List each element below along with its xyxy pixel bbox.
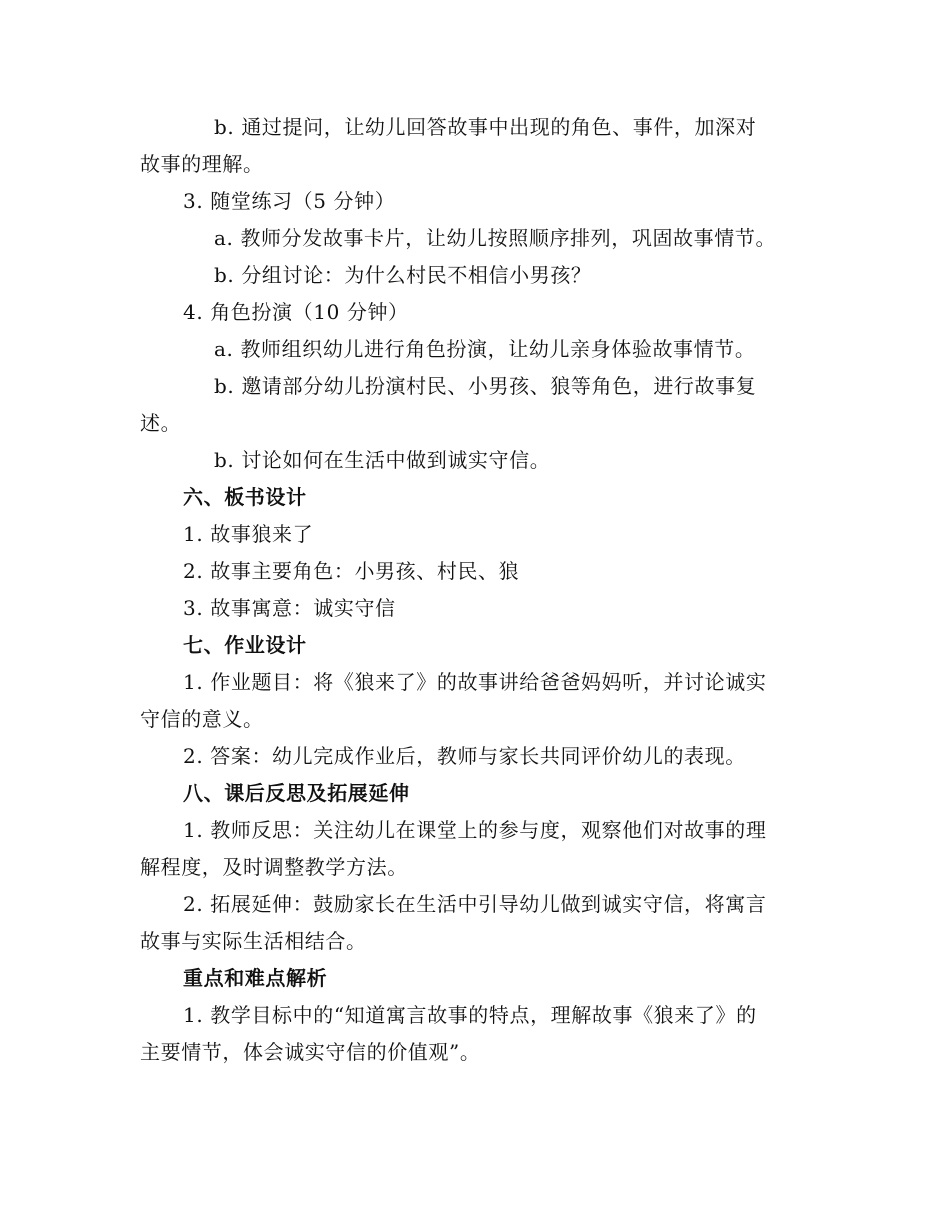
paragraph-line: 解程度，及时调整教学方法。 bbox=[140, 855, 408, 879]
paragraph-line: 主要情节，体会诚实守信的价值观”。 bbox=[140, 1040, 481, 1064]
list-item: 1. 作业题目：将《狼来了》的故事讲给爸爸妈妈听，并讨论诚实 bbox=[183, 670, 767, 694]
list-item: 2. 故事主要角色：小男孩、村民、狼 bbox=[183, 559, 520, 583]
list-item: 2. 答案：幼儿完成作业后，教师与家长共同评价幼儿的表现。 bbox=[183, 744, 746, 768]
list-item: 1. 教学目标中的“知道寓言故事的特点，理解故事《狼来了》的 bbox=[183, 1003, 757, 1027]
list-item: b. 邀请部分幼儿扮演村民、小男孩、狼等角色，进行故事复 bbox=[214, 374, 757, 398]
list-item: a. 教师组织幼儿进行角色扮演，让幼儿亲身体验故事情节。 bbox=[214, 337, 756, 361]
paragraph-line: 故事的理解。 bbox=[140, 152, 264, 176]
paragraph-line: 守信的意义。 bbox=[140, 707, 264, 731]
list-item: 4. 角色扮演（10 分钟） bbox=[183, 300, 409, 324]
section-heading: 六、板书设计 bbox=[183, 485, 307, 509]
list-item: b. 分组讨论：为什么村民不相信小男孩？ bbox=[214, 263, 592, 287]
list-item: 1. 教师反思：关注幼儿在课堂上的参与度，观察他们对故事的理 bbox=[183, 818, 767, 842]
section-heading: 七、作业设计 bbox=[183, 633, 307, 657]
list-item: b. 讨论如何在生活中做到诚实守信。 bbox=[214, 448, 551, 472]
list-item: 3. 随堂练习（5 分钟） bbox=[183, 189, 396, 213]
list-item: 2. 拓展延伸：鼓励家长在生活中引导幼儿做到诚实守信，将寓言 bbox=[183, 892, 767, 916]
paragraph-line: 故事与实际生活相结合。 bbox=[140, 929, 367, 953]
list-item: 3. 故事寓意：诚实守信 bbox=[183, 596, 396, 620]
list-item: a. 教师分发故事卡片，让幼儿按照顺序排列，巩固故事情节。 bbox=[214, 226, 777, 250]
paragraph-line: 述。 bbox=[140, 411, 182, 435]
list-item: 1. 故事狼来了 bbox=[183, 522, 314, 546]
section-heading: 八、课后反思及拓展延伸 bbox=[183, 781, 410, 805]
section-heading: 重点和难点解析 bbox=[183, 966, 328, 990]
paragraph-line: b. 通过提问，让幼儿回答故事中出现的角色、事件，加深对 bbox=[214, 115, 757, 139]
